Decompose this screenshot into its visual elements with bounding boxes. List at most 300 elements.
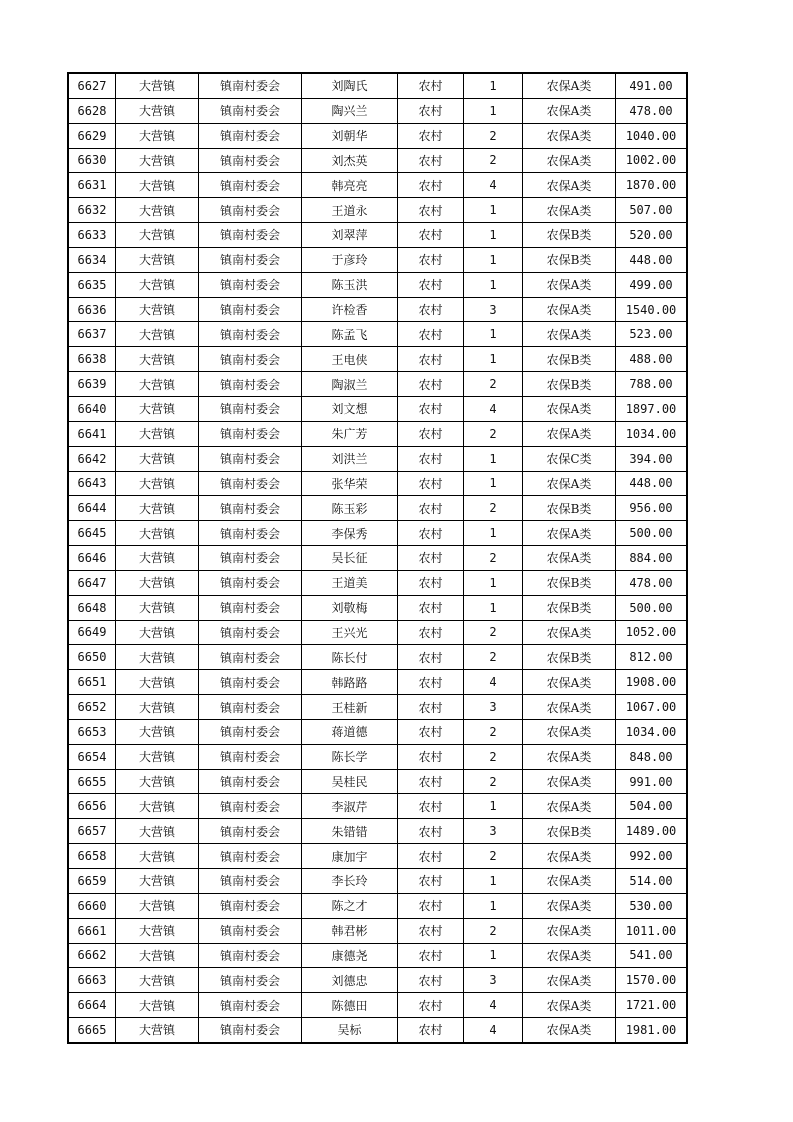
cell-insurance-category: 农保A类 [523,421,616,446]
cell-insurance-category: 农保B类 [523,819,616,844]
cell-insurance-category: 农保B类 [523,347,616,372]
cell-household-type: 农村 [398,73,464,98]
cell-amount: 520.00 [616,223,688,248]
cell-amount: 1040.00 [616,123,688,148]
cell-name: 刘朝华 [302,123,398,148]
cell-village-committee: 镇南村委会 [199,297,302,322]
cell-town: 大营镇 [116,297,199,322]
cell-serial-number: 6651 [68,670,116,695]
cell-serial-number: 6630 [68,148,116,173]
cell-person-count: 1 [464,322,523,347]
table-row [68,496,687,521]
cell-insurance-category: 农保B类 [523,595,616,620]
cell-town: 大营镇 [116,73,199,98]
table-row [68,744,687,769]
cell-amount: 507.00 [616,198,688,223]
cell-person-count: 1 [464,198,523,223]
cell-name: 王兴光 [302,620,398,645]
cell-village-committee: 镇南村委会 [199,347,302,372]
cell-town: 大营镇 [116,744,199,769]
cell-insurance-category: 农保A类 [523,272,616,297]
cell-serial-number: 6641 [68,421,116,446]
cell-village-committee: 镇南村委会 [199,570,302,595]
cell-insurance-category: 农保B类 [523,372,616,397]
cell-village-committee: 镇南村委会 [199,521,302,546]
cell-insurance-category: 农保A类 [523,719,616,744]
cell-name: 陶淑兰 [302,372,398,397]
cell-household-type: 农村 [398,570,464,595]
cell-person-count: 2 [464,744,523,769]
cell-household-type: 农村 [398,123,464,148]
table-row [68,893,687,918]
cell-household-type: 农村 [398,223,464,248]
table-row [68,546,687,571]
cell-household-type: 农村 [398,719,464,744]
cell-village-committee: 镇南村委会 [199,819,302,844]
cell-person-count: 2 [464,123,523,148]
cell-insurance-category: 农保B类 [523,645,616,670]
cell-village-committee: 镇南村委会 [199,223,302,248]
cell-name: 刘洪兰 [302,446,398,471]
cell-person-count: 1 [464,446,523,471]
cell-person-count: 2 [464,496,523,521]
cell-town: 大营镇 [116,645,199,670]
cell-household-type: 农村 [398,695,464,720]
cell-serial-number: 6662 [68,943,116,968]
cell-insurance-category: 农保A类 [523,98,616,123]
cell-town: 大营镇 [116,869,199,894]
cell-household-type: 农村 [398,744,464,769]
cell-person-count: 2 [464,719,523,744]
cell-town: 大营镇 [116,521,199,546]
cell-amount: 500.00 [616,521,688,546]
cell-name: 吴标 [302,1018,398,1043]
cell-serial-number: 6652 [68,695,116,720]
cell-village-committee: 镇南村委会 [199,173,302,198]
table-row [68,844,687,869]
table-row [68,198,687,223]
cell-name: 陈孟飞 [302,322,398,347]
cell-insurance-category: 农保A类 [523,471,616,496]
cell-insurance-category: 农保A类 [523,173,616,198]
cell-serial-number: 6635 [68,272,116,297]
cell-town: 大营镇 [116,471,199,496]
cell-household-type: 农村 [398,595,464,620]
cell-person-count: 3 [464,297,523,322]
cell-village-committee: 镇南村委会 [199,695,302,720]
cell-person-count: 4 [464,1018,523,1043]
cell-town: 大营镇 [116,223,199,248]
cell-serial-number: 6640 [68,396,116,421]
cell-person-count: 2 [464,620,523,645]
cell-household-type: 农村 [398,670,464,695]
cell-village-committee: 镇南村委会 [199,198,302,223]
cell-insurance-category: 农保A类 [523,396,616,421]
cell-town: 大营镇 [116,372,199,397]
cell-amount: 1034.00 [616,719,688,744]
cell-amount: 504.00 [616,794,688,819]
cell-amount: 394.00 [616,446,688,471]
cell-amount: 1011.00 [616,918,688,943]
cell-town: 大营镇 [116,421,199,446]
cell-amount: 448.00 [616,471,688,496]
cell-name: 王道永 [302,198,398,223]
cell-town: 大营镇 [116,173,199,198]
cell-amount: 491.00 [616,73,688,98]
cell-person-count: 3 [464,695,523,720]
cell-household-type: 农村 [398,968,464,993]
table-row [68,595,687,620]
cell-village-committee: 镇南村委会 [199,595,302,620]
cell-town: 大营镇 [116,893,199,918]
cell-village-committee: 镇南村委会 [199,98,302,123]
cell-name: 陈之才 [302,893,398,918]
cell-amount: 541.00 [616,943,688,968]
cell-name: 于彦玲 [302,247,398,272]
cell-insurance-category: 农保A类 [523,943,616,968]
cell-amount: 523.00 [616,322,688,347]
cell-town: 大营镇 [116,148,199,173]
cell-household-type: 农村 [398,521,464,546]
cell-town: 大营镇 [116,446,199,471]
cell-name: 蒋道德 [302,719,398,744]
cell-person-count: 2 [464,645,523,670]
cell-name: 陈玉彩 [302,496,398,521]
cell-household-type: 农村 [398,794,464,819]
cell-village-committee: 镇南村委会 [199,918,302,943]
cell-amount: 499.00 [616,272,688,297]
cell-person-count: 4 [464,173,523,198]
cell-person-count: 4 [464,396,523,421]
cell-person-count: 1 [464,869,523,894]
cell-name: 刘敬梅 [302,595,398,620]
cell-amount: 478.00 [616,98,688,123]
cell-serial-number: 6633 [68,223,116,248]
cell-town: 大营镇 [116,695,199,720]
cell-insurance-category: 农保A类 [523,123,616,148]
cell-village-committee: 镇南村委会 [199,769,302,794]
cell-person-count: 2 [464,546,523,571]
cell-name: 朱错错 [302,819,398,844]
cell-serial-number: 6664 [68,993,116,1018]
cell-village-committee: 镇南村委会 [199,73,302,98]
cell-serial-number: 6655 [68,769,116,794]
cell-town: 大营镇 [116,968,199,993]
cell-household-type: 农村 [398,546,464,571]
cell-insurance-category: 农保A类 [523,1018,616,1043]
cell-household-type: 农村 [398,198,464,223]
cell-insurance-category: 农保A类 [523,670,616,695]
cell-person-count: 2 [464,148,523,173]
cell-serial-number: 6659 [68,869,116,894]
cell-household-type: 农村 [398,247,464,272]
cell-name: 陈玉洪 [302,272,398,297]
cell-serial-number: 6650 [68,645,116,670]
cell-name: 王桂新 [302,695,398,720]
table-row [68,769,687,794]
cell-village-committee: 镇南村委会 [199,148,302,173]
cell-insurance-category: 农保A类 [523,297,616,322]
table-row [68,272,687,297]
cell-insurance-category: 农保B类 [523,570,616,595]
cell-village-committee: 镇南村委会 [199,645,302,670]
cell-serial-number: 6663 [68,968,116,993]
cell-village-committee: 镇南村委会 [199,372,302,397]
cell-amount: 1897.00 [616,396,688,421]
cell-serial-number: 6645 [68,521,116,546]
cell-person-count: 1 [464,347,523,372]
cell-insurance-category: 农保A类 [523,744,616,769]
cell-insurance-category: 农保A类 [523,546,616,571]
cell-amount: 1489.00 [616,819,688,844]
cell-serial-number: 6657 [68,819,116,844]
table-row [68,446,687,471]
cell-village-committee: 镇南村委会 [199,993,302,1018]
cell-serial-number: 6637 [68,322,116,347]
cell-person-count: 3 [464,819,523,844]
cell-household-type: 农村 [398,173,464,198]
cell-name: 刘文想 [302,396,398,421]
cell-person-count: 2 [464,372,523,397]
cell-household-type: 农村 [398,98,464,123]
cell-amount: 884.00 [616,546,688,571]
cell-insurance-category: 农保B类 [523,223,616,248]
cell-serial-number: 6627 [68,73,116,98]
cell-household-type: 农村 [398,421,464,446]
cell-person-count: 1 [464,521,523,546]
table-row [68,148,687,173]
table-row [68,471,687,496]
cell-village-committee: 镇南村委会 [199,744,302,769]
cell-household-type: 农村 [398,322,464,347]
cell-amount: 1034.00 [616,421,688,446]
cell-town: 大营镇 [116,918,199,943]
cell-name: 韩亮亮 [302,173,398,198]
table-row [68,347,687,372]
cell-serial-number: 6644 [68,496,116,521]
cell-insurance-category: 农保A类 [523,844,616,869]
cell-household-type: 农村 [398,645,464,670]
cell-amount: 448.00 [616,247,688,272]
cell-household-type: 农村 [398,496,464,521]
cell-household-type: 农村 [398,869,464,894]
cell-serial-number: 6665 [68,1018,116,1043]
cell-name: 王道美 [302,570,398,595]
cell-serial-number: 6634 [68,247,116,272]
cell-person-count: 1 [464,471,523,496]
cell-amount: 478.00 [616,570,688,595]
table-row [68,247,687,272]
table-row [68,421,687,446]
cell-serial-number: 6647 [68,570,116,595]
cell-town: 大营镇 [116,620,199,645]
cell-town: 大营镇 [116,993,199,1018]
cell-town: 大营镇 [116,496,199,521]
cell-serial-number: 6653 [68,719,116,744]
cell-household-type: 农村 [398,446,464,471]
cell-household-type: 农村 [398,844,464,869]
cell-name: 康德尧 [302,943,398,968]
cell-town: 大营镇 [116,272,199,297]
cell-village-committee: 镇南村委会 [199,322,302,347]
table-row [68,372,687,397]
cell-amount: 1067.00 [616,695,688,720]
cell-insurance-category: 农保A类 [523,869,616,894]
cell-serial-number: 6658 [68,844,116,869]
cell-name: 李淑芹 [302,794,398,819]
cell-household-type: 农村 [398,620,464,645]
cell-village-committee: 镇南村委会 [199,1018,302,1043]
cell-household-type: 农村 [398,993,464,1018]
cell-town: 大营镇 [116,198,199,223]
cell-village-committee: 镇南村委会 [199,844,302,869]
cell-amount: 1908.00 [616,670,688,695]
cell-amount: 530.00 [616,893,688,918]
cell-serial-number: 6646 [68,546,116,571]
cell-name: 吴桂民 [302,769,398,794]
cell-insurance-category: 农保A类 [523,322,616,347]
cell-name: 陈长学 [302,744,398,769]
table-row [68,396,687,421]
cell-name: 陶兴兰 [302,98,398,123]
cell-person-count: 1 [464,943,523,968]
table-row [68,819,687,844]
cell-serial-number: 6632 [68,198,116,223]
cell-amount: 1721.00 [616,993,688,1018]
table-row [68,670,687,695]
cell-serial-number: 6643 [68,471,116,496]
cell-serial-number: 6631 [68,173,116,198]
cell-person-count: 1 [464,223,523,248]
table-row [68,73,687,98]
cell-serial-number: 6660 [68,893,116,918]
table-row [68,794,687,819]
cell-name: 刘陶氏 [302,73,398,98]
cell-amount: 848.00 [616,744,688,769]
cell-serial-number: 6661 [68,918,116,943]
cell-insurance-category: 农保A类 [523,918,616,943]
table-row [68,993,687,1018]
cell-household-type: 农村 [398,297,464,322]
cell-village-committee: 镇南村委会 [199,893,302,918]
cell-person-count: 2 [464,769,523,794]
cell-village-committee: 镇南村委会 [199,943,302,968]
cell-person-count: 2 [464,844,523,869]
cell-household-type: 农村 [398,148,464,173]
cell-person-count: 1 [464,570,523,595]
cell-town: 大营镇 [116,719,199,744]
cell-town: 大营镇 [116,247,199,272]
cell-insurance-category: 农保A类 [523,521,616,546]
cell-town: 大营镇 [116,794,199,819]
cell-serial-number: 6629 [68,123,116,148]
cell-household-type: 农村 [398,396,464,421]
cell-person-count: 2 [464,918,523,943]
cell-town: 大营镇 [116,769,199,794]
cell-serial-number: 6636 [68,297,116,322]
cell-village-committee: 镇南村委会 [199,396,302,421]
cell-insurance-category: 农保A类 [523,620,616,645]
cell-serial-number: 6654 [68,744,116,769]
cell-name: 陈德田 [302,993,398,1018]
cell-household-type: 农村 [398,471,464,496]
cell-insurance-category: 农保A类 [523,794,616,819]
table-row [68,322,687,347]
cell-amount: 812.00 [616,645,688,670]
cell-insurance-category: 农保A类 [523,695,616,720]
cell-amount: 1002.00 [616,148,688,173]
cell-name: 张华荣 [302,471,398,496]
cell-household-type: 农村 [398,819,464,844]
cell-name: 韩君彬 [302,918,398,943]
cell-household-type: 农村 [398,893,464,918]
cell-person-count: 1 [464,595,523,620]
table-row [68,173,687,198]
cell-village-committee: 镇南村委会 [199,247,302,272]
cell-name: 吴长征 [302,546,398,571]
cell-household-type: 农村 [398,272,464,297]
cell-town: 大营镇 [116,396,199,421]
cell-name: 刘德忠 [302,968,398,993]
cell-village-committee: 镇南村委会 [199,670,302,695]
table-row [68,695,687,720]
table-row [68,869,687,894]
cell-town: 大营镇 [116,98,199,123]
cell-town: 大营镇 [116,322,199,347]
cell-insurance-category: 农保A类 [523,73,616,98]
cell-name: 刘杰英 [302,148,398,173]
cell-village-committee: 镇南村委会 [199,546,302,571]
cell-insurance-category: 农保A类 [523,893,616,918]
table-row [68,943,687,968]
cell-insurance-category: 农保A类 [523,769,616,794]
cell-insurance-category: 农保A类 [523,968,616,993]
cell-name: 韩路路 [302,670,398,695]
cell-village-committee: 镇南村委会 [199,446,302,471]
cell-person-count: 1 [464,98,523,123]
table-row [68,223,687,248]
cell-household-type: 农村 [398,347,464,372]
cell-household-type: 农村 [398,1018,464,1043]
cell-person-count: 4 [464,993,523,1018]
cell-serial-number: 6642 [68,446,116,471]
table-row [68,645,687,670]
cell-person-count: 4 [464,670,523,695]
cell-person-count: 1 [464,794,523,819]
cell-amount: 991.00 [616,769,688,794]
cell-amount: 992.00 [616,844,688,869]
table-row [68,98,687,123]
cell-amount: 788.00 [616,372,688,397]
cell-amount: 1570.00 [616,968,688,993]
cell-village-committee: 镇南村委会 [199,123,302,148]
cell-insurance-category: 农保C类 [523,446,616,471]
cell-household-type: 农村 [398,769,464,794]
cell-person-count: 3 [464,968,523,993]
cell-village-committee: 镇南村委会 [199,620,302,645]
table-row [68,521,687,546]
cell-serial-number: 6638 [68,347,116,372]
cell-household-type: 农村 [398,943,464,968]
cell-amount: 514.00 [616,869,688,894]
table-row [68,719,687,744]
cell-insurance-category: 农保A类 [523,148,616,173]
cell-village-committee: 镇南村委会 [199,421,302,446]
cell-name: 朱广芳 [302,421,398,446]
cell-amount: 1981.00 [616,1018,688,1043]
cell-village-committee: 镇南村委会 [199,794,302,819]
cell-amount: 1052.00 [616,620,688,645]
